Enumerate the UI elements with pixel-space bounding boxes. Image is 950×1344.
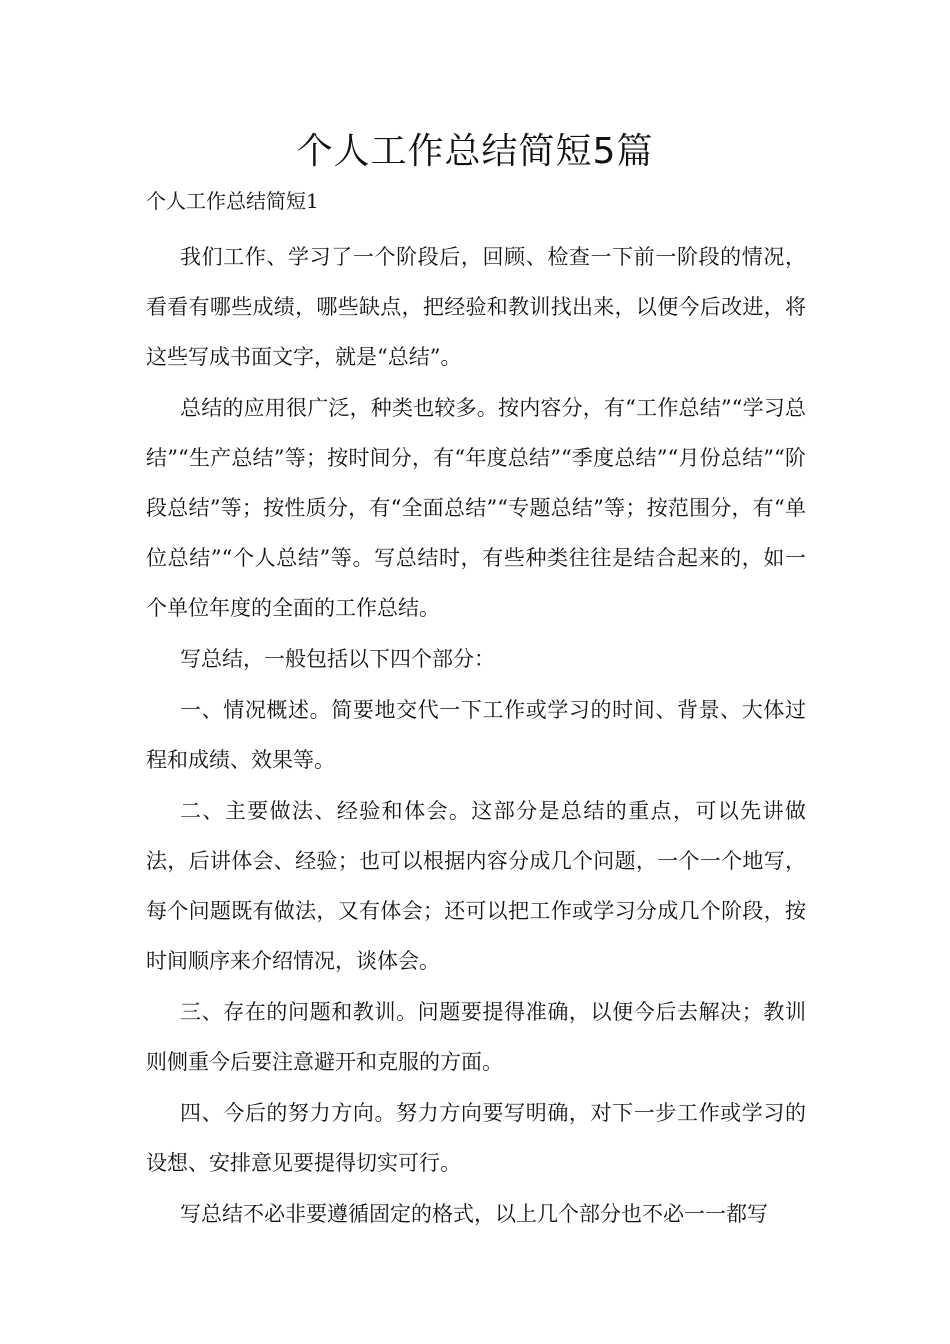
paragraph-types: 总结的应用很广泛，种类也较多。按内容分，有“工作总结”“学习总结”“生产总结”等；按时间分，有“年度总结”“季度总结”“月份总结”“阶段总结”等；按性质分，有“全面总结”“专题总结”等；按范围分，有“单位总结”“个人总结”等。写总结时，有些种类往往是结合起来的，如一个单位年度的全面的工作总结。 xyxy=(146,396,806,620)
section-heading: 个人工作总结简短1 xyxy=(146,189,319,213)
document-body xyxy=(146,232,806,1240)
document-title: 个人工作总结简短5篇 xyxy=(296,131,654,172)
paragraph-part-two: 二、主要做法、经验和体会。这部分是总结的重点，可以先讲做法，后讲体会、经验；也可以根据内容分成几个问题，一个一个地写，每个问题既有做法，又有体会；还可以把工作或学习分成几个阶段，按时间顺序来介绍情况，谈体会。 xyxy=(146,799,806,973)
paragraph-part-three: 三、存在的问题和教训。问题要提得准确，以便今后去解决；教训则侧重今后要注意避开和克服的方面。 xyxy=(146,1000,806,1074)
paragraph-intro: 我们工作、学习了一个阶段后，回顾、检查一下前一阶段的情况，看看有哪些成绩，哪些缺点，把经验和教训找出来，以便今后改进，将这些写成书面文字，就是“总结”。 xyxy=(146,245,806,369)
paragraph-part-one: 一、情况概述。简要地交代一下工作或学习的时间、背景、大体过程和成绩、效果等。 xyxy=(146,698,806,772)
paragraph-parts-intro: 写总结，一般包括以下四个部分： xyxy=(180,647,495,671)
paragraph-format: 写总结不必非要遵循固定的格式，以上几个部分也不必一一都写 xyxy=(180,1202,768,1226)
paragraph-part-four: 四、今后的努力方向。努力方向要写明确，对下一步工作或学习的设想、安排意见要提得切实可行。 xyxy=(146,1101,806,1175)
